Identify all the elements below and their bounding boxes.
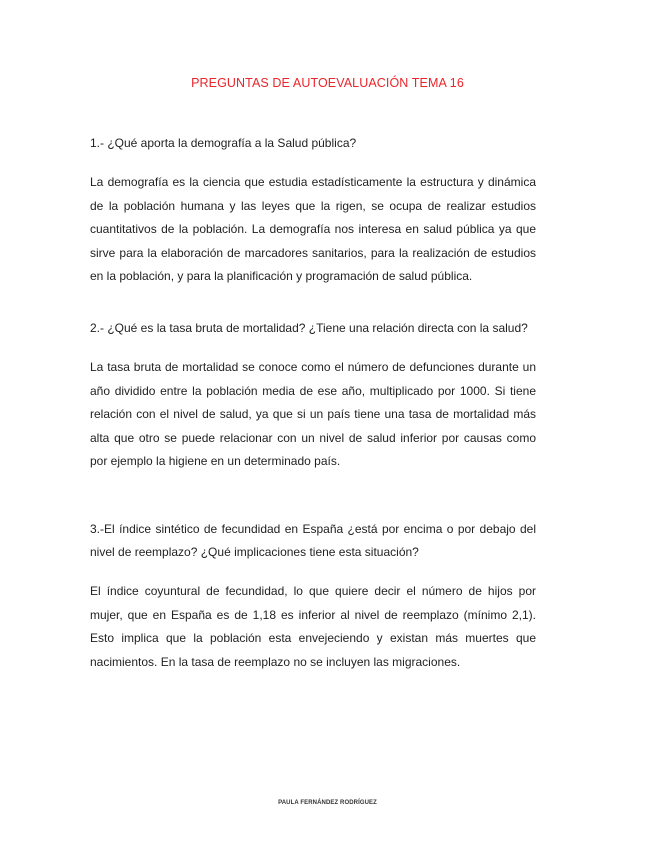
document-title: PREGUNTAS DE AUTOEVALUACIÓN TEMA 16 [191,76,464,90]
answer-2: La tasa bruta de mortalidad se conoce como el número de defunciones durante un año dividido entre la población media de ese año, multiplicado por 1000. Si tiene relación con el nivel de salud, ya que si un país tiene una tasa de mortalidad más alta que otro se puede relacionar con un nivel de salud inferior por causas como por ejemplo la higiene en un determinado país. [90,360,536,468]
answer-3: El índice coyuntural de fecundidad, lo que quiere decir el número de hijos por mujer, que en España es de 1,18 es inferior al nivel de reemplazo (mínimo 2,1). Esto implica que la población esta envejeciendo y existan más muertes que nacimientos. En la tasa de reemplazo no se incluyen las migraciones. [90,584,536,669]
page-footer-author: PAULA FERNÁNDEZ RODRÍGUEZ [278,800,377,806]
section-3 [90,518,536,674]
section-1 [90,132,536,289]
question-2: 2.- ¿Qué es la tasa bruta de mortalidad? ¿Tiene una relación directa con la salud? [90,321,528,335]
answer-1: La demografía es la ciencia que estudia estadísticamente la estructura y dinámica de la población humana y las leyes que la rigen, se ocupa de realizar estudios cuantitativos de la población. La demografía nos interesa en salud pública ya que sirve para la elaboración de marcadores sanitarios, para la realización de estudios en la población, y para la planificación y programación de salud pública. [90,175,536,283]
question-1: 1.- ¿Qué aporta la demografía a la Salud pública? [90,136,357,150]
section-2 [90,317,536,474]
question-3: 3.-El índice sintético de fecundidad en España ¿está por encima o por debajo del nivel de reemplazo? ¿Qué implicaciones tiene esta situación? [90,522,536,559]
